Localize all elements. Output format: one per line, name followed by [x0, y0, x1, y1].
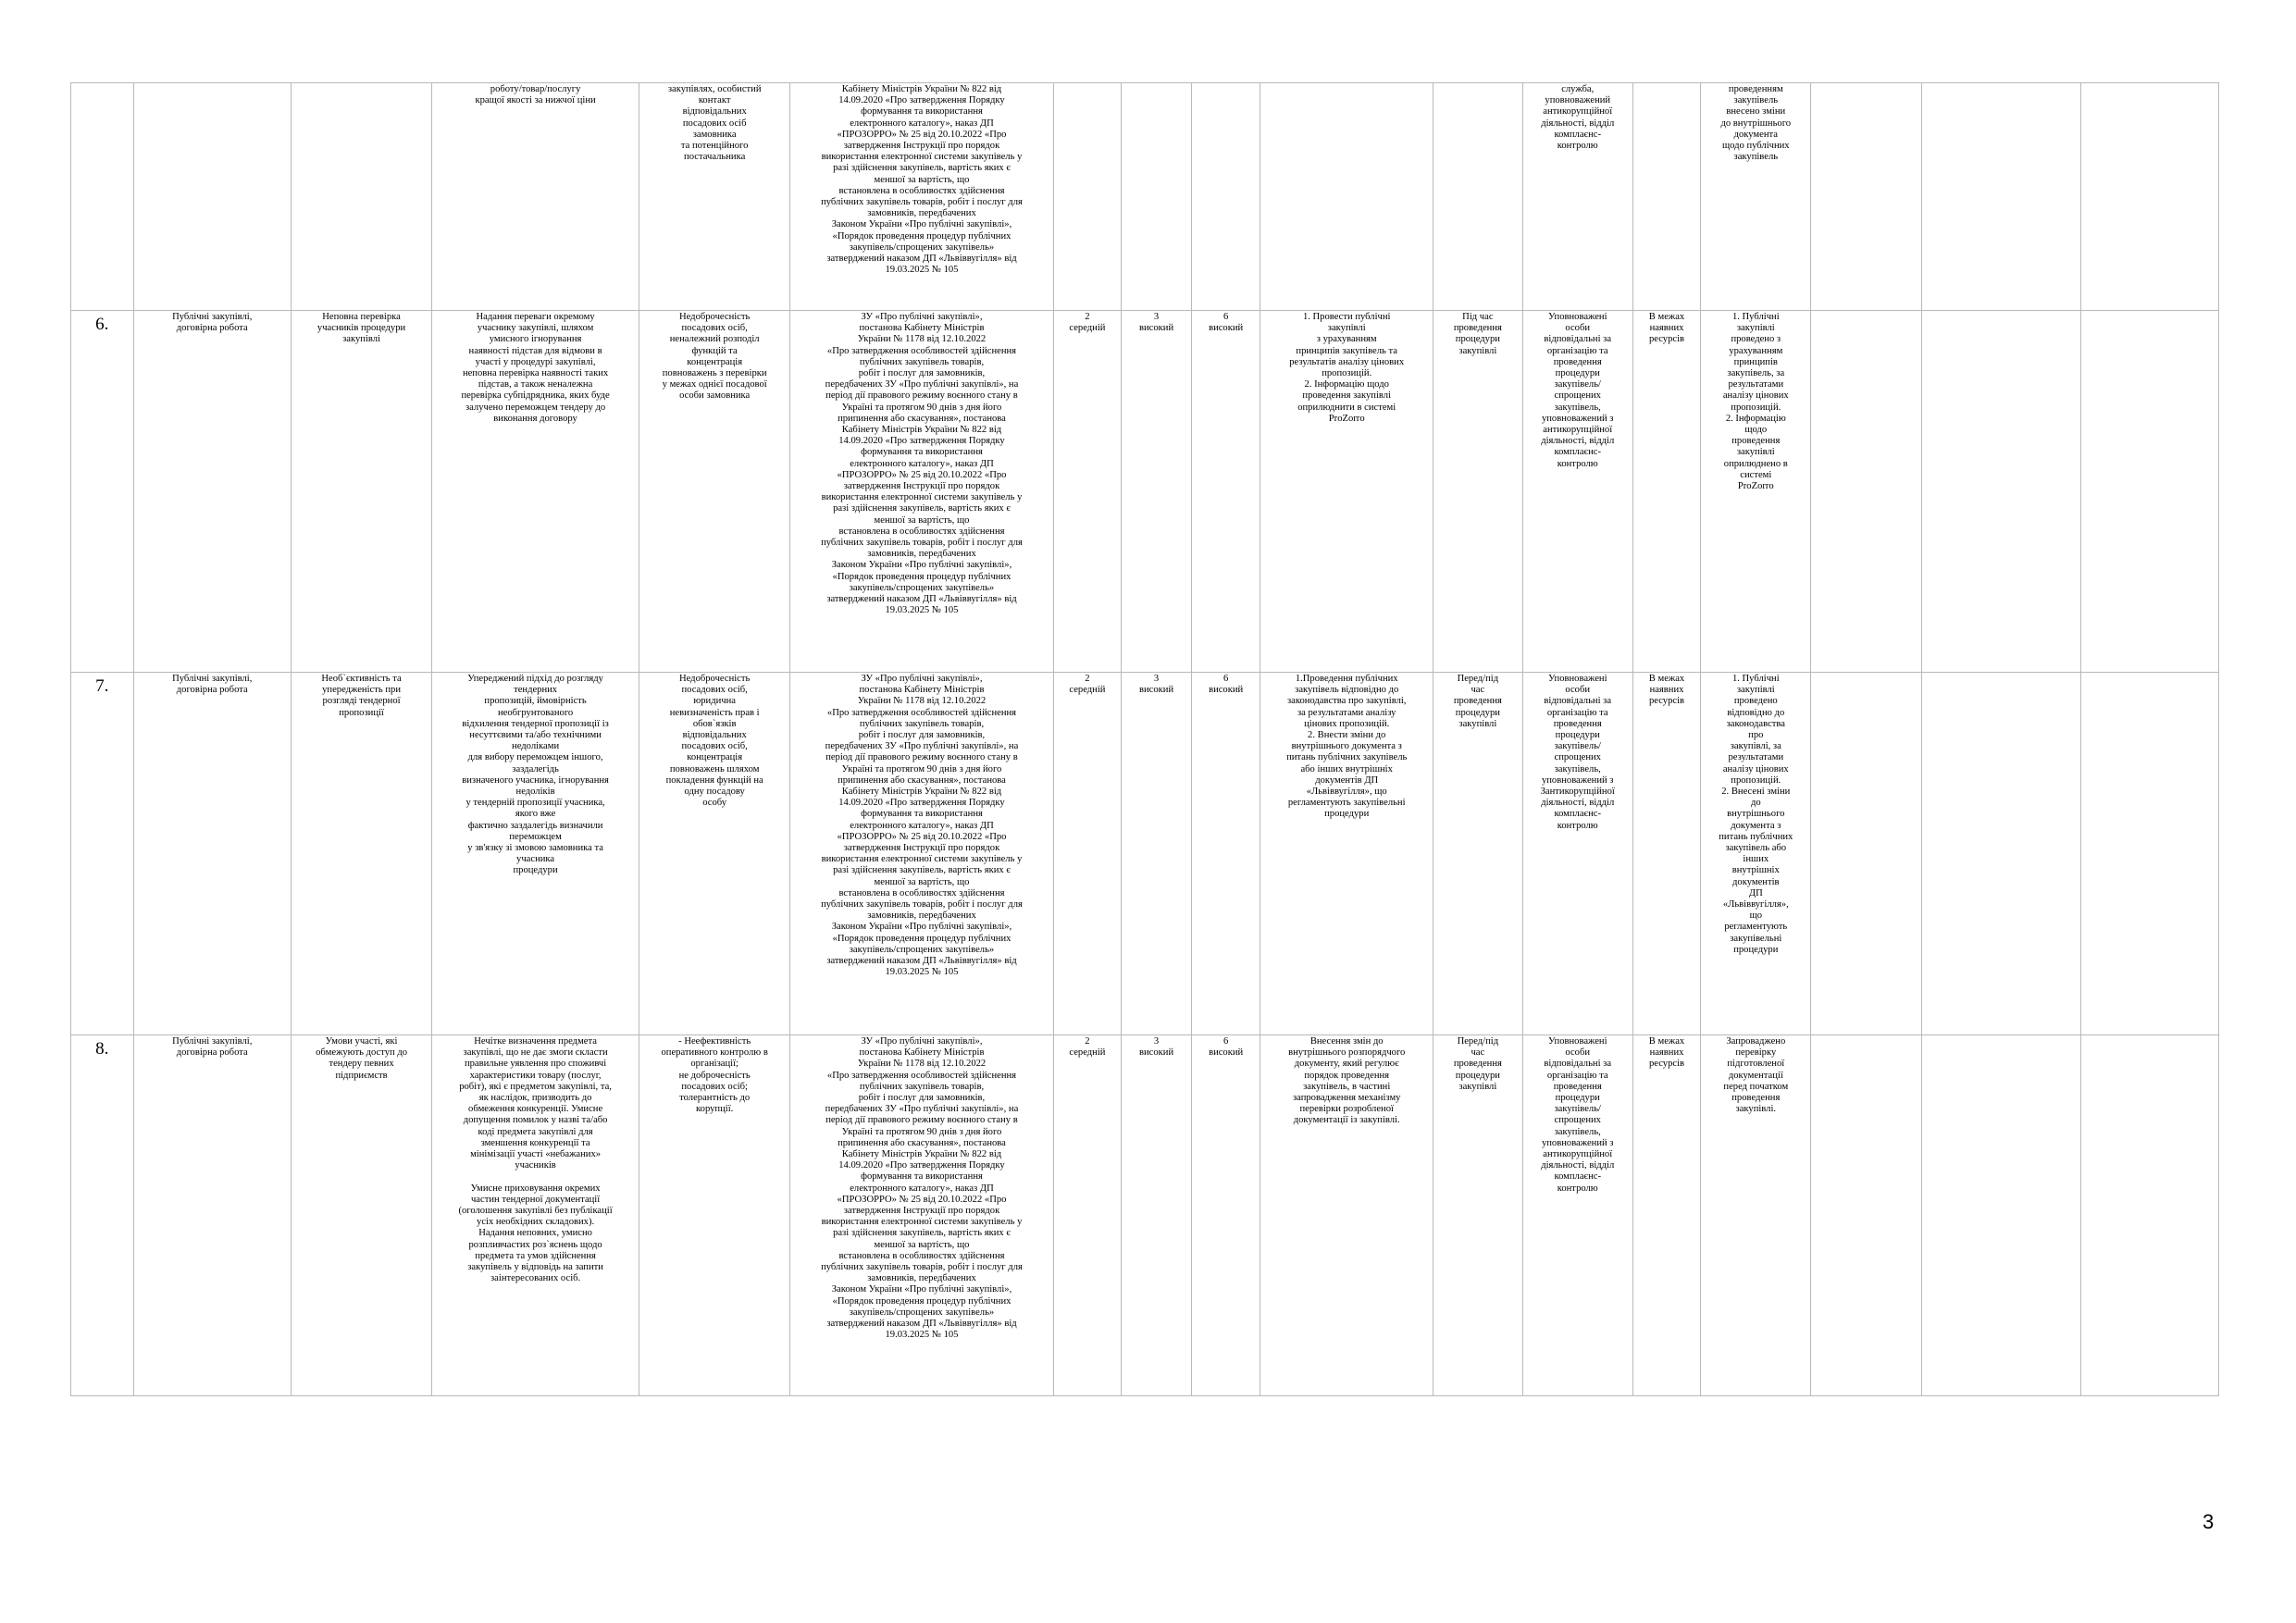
expected-result-cell: Запроваджено перевірку підготовленої документації перед початком проведення закупівлі.: [1701, 1035, 1811, 1396]
responsible-cell: Уповноважені особи відповідальні за організацію та проведення процедури закупівель/ спрощених закупівель, уповноважений з антикорупційної діяльності, відділ комплаєнс- контролю: [1522, 1035, 1632, 1396]
empty-cell: [1811, 673, 1922, 1035]
consequences-cell: 3 високий: [1122, 311, 1192, 673]
empty-cell: [2080, 83, 2218, 311]
empty-cell: [1922, 83, 2080, 311]
resources-cell: В межах наявних ресурсів: [1632, 673, 1701, 1035]
probability-cell: 2 середній: [1053, 673, 1122, 1035]
term-cell: Під час проведення процедури закупівлі: [1433, 311, 1522, 673]
table-row: [71, 673, 2219, 1035]
regulation-cell: Кабінету Міністрів України № 822 від 14.09.2020 «Про затвердження Порядку формування та використання електронного каталогу», наказ ДП «ПРОЗОРРО» № 25 від 20.10.2022 «Про затвердження Інструкції про порядок використання електронної системи закупівель у разі здійснення закупівель, вартість яких є меншої за вартість, що встановлена в особливостях здійснення публічних закупівель товарів, робіт і послуг для замовників, передбачених Законом України «Про публічні закупівлі», «Порядок проведення процедур публічних закупівель/спрощених закупівель» затверджений наказом ДП «Львіввугілля» від 19.03.2025 № 105: [790, 83, 1053, 311]
measures-cell: 1.Проведення публічних закупівель відповідно до законодавства про закупівлі, за результатами аналізу цінових пропозицій. 2. Внести зміни до внутрішнього документа з питань публічних закупівель або інших внутрішніх документів ДП «Львіввугілля», що регламентують закупівельні процедури: [1260, 673, 1433, 1035]
empty-cell: [2080, 311, 2218, 673]
row-number-cell: 8.: [71, 1035, 134, 1396]
probability-cell: [1053, 83, 1122, 311]
term-cell: Перед/під час проведення процедури закупівлі: [1433, 673, 1522, 1035]
probability-cell: 2 середній: [1053, 311, 1122, 673]
regulation-cell: ЗУ «Про публічні закупівлі», постанова Кабінету Міністрів України № 1178 від 12.10.2022 «Про затвердження особливостей здійснення публічних закупівель товарів, робіт і послуг для замовників, передбачених ЗУ «Про публічні закупівлі», на період дії правового режиму воєнного стану в Україні та протягом 90 днів з дня його припинення або скасування», постанова Кабінету Міністрів України № 822 від 14.09.2020 «Про затвердження Порядку формування та використання електронного каталогу», наказ ДП «ПРОЗОРРО» № 25 від 20.10.2022 «Про затвердження Інструкції про порядок використання електронної системи закупівель у разі здійснення закупівель, вартість яких є меншої за вартість, що встановлена в особливостях здійснення публічних закупівель товарів, робіт і послуг для замовників, передбачених Законом України «Про публічні закупівлі», «Порядок проведення процедур публічних закупівель/спрощених закупівель» затверджений наказом ДП «Львіввугілля» від 19.03.2025 № 105: [790, 311, 1053, 673]
table-row: [71, 83, 2219, 311]
term-cell: [1433, 83, 1522, 311]
resources-cell: [1632, 83, 1701, 311]
risk-factors-cell: закупівлях, особистий контакт відповідальних посадових осіб замовника та потенційного постачальника: [639, 83, 790, 311]
resources-cell: В межах наявних ресурсів: [1632, 311, 1701, 673]
row-number-cell: 7.: [71, 673, 134, 1035]
risk-cell: [291, 83, 431, 311]
responsible-cell: Уповноважені особи відповідальні за організацію та проведення процедури закупівель/ спрощених закупівель, уповноважений з антикорупційної діяльності, відділ комплаєнс- контролю: [1522, 311, 1632, 673]
regulation-cell: ЗУ «Про публічні закупівлі», постанова Кабінету Міністрів України № 1178 від 12.10.2022 «Про затвердження особливостей здійснення публічних закупівель товарів, робіт і послуг для замовників, передбачених ЗУ «Про публічні закупівлі», на період дії правового режиму воєнного стану в Україні та протягом 90 днів з дня його припинення або скасування», постанова Кабінету Міністрів України № 822 від 14.09.2020 «Про затвердження Порядку формування та використання електронного каталогу», наказ ДП «ПРОЗОРРО» № 25 від 20.10.2022 «Про затвердження Інструкції про порядок використання електронної системи закупівель у разі здійснення закупівель, вартість яких є меншої за вартість, що встановлена в особливостях здійснення публічних закупівель товарів, робіт і послуг для замовників, передбачених Законом України «Про публічні закупівлі», «Порядок проведення процедур публічних закупівель/спрощених закупівель» затверджений наказом ДП «Львіввугілля» від 19.03.2025 № 105: [790, 1035, 1053, 1396]
empty-cell: [1811, 311, 1922, 673]
row-number-cell: [71, 83, 134, 311]
consequences-cell: 3 високий: [1122, 1035, 1192, 1396]
page-number: 3: [2203, 1510, 2215, 1533]
priority-cell: 6 високий: [1191, 673, 1260, 1035]
consequences-cell: 3 високий: [1122, 673, 1192, 1035]
risk-factors-cell: Недоброчесність посадових осіб, неналежний розподіл функцій та концентрація повноважень з перевірки у межах однієї посадової особи замовника: [639, 311, 790, 673]
priority-cell: [1191, 83, 1260, 311]
measures-cell: [1260, 83, 1433, 311]
risk-description-cell: роботу/товар/послугу кращої якості за нижчої ціни: [432, 83, 639, 311]
empty-cell: [1811, 83, 1922, 311]
activity-cell: Публічні закупівлі, договірна робота: [133, 1035, 291, 1396]
activity-cell: Публічні закупівлі, договірна робота: [133, 673, 291, 1035]
activity-cell: Публічні закупівлі, договірна робота: [133, 311, 291, 673]
consequences-cell: [1122, 83, 1192, 311]
expected-result-cell: 1. Публічні закупівлі проведено відповідно до законодавства про закупівлі, за результатами аналізу цінових пропозицій. 2. Внесені зміни до внутрішнього документа з питань публічних закупівель або інших внутрішніх документів ДП «Львіввугілля», що регламентують закупівельні процедури: [1701, 673, 1811, 1035]
priority-cell: 6 високий: [1191, 1035, 1260, 1396]
risk-assessment-table: [70, 82, 2219, 1396]
activity-cell: [133, 83, 291, 311]
empty-cell: [1922, 1035, 2080, 1396]
responsible-cell: Уповноважені особи відповідальні за організацію та проведення процедури закупівель/ спрощених закупівель, уповноважений з Зантикорупційної діяльності, відділ комплаєнс- контролю: [1522, 673, 1632, 1035]
risk-description-cell: Упереджений підхід до розгляду тендерних пропозицій, ймовірність необгрунтованого відхилення тендерної пропозиції із несуттєвими та/або технічними недоліками для вибору переможцем іншого, заздалегідь визначеного учасника, ігнорування недоліків у тендерній пропозиції учасника, якого вже фактично заздалегідь визначили переможцем у зв'язку зі змовою замовника та учасника процедури: [432, 673, 639, 1035]
measures-cell: 1. Провести публічні закупівлі з урахуванням принципів закупівель та результатів аналізу цінових пропозицій. 2. Інформацію щодо проведення закупівлі оприлюднити в системі ProZorro: [1260, 311, 1433, 673]
risk-factors-cell: Недоброчесність посадових осіб, юридична невизначеність прав і обов`язків відповідальних посадових осіб, концентрація повноважень шляхом покладення функцій на одну посадову особу: [639, 673, 790, 1035]
risk-description-cell: Надання переваги окремому учаснику закупівлі, шляхом умисного ігнорування наявності підстав для відмови в участі у процедурі закупівлі, неповна перевірка наявності таких підстав, а також неналежна перевірка субпідрядника, яких буде залучено переможцем тендеру до виконання договору: [432, 311, 639, 673]
measures-cell: Внесення змін до внутрішнього розпорядчого документу, який регулює порядок проведення закупівель, в частині запровадження механізму перевірки розробленої документації із закупівлі.: [1260, 1035, 1433, 1396]
risk-factors-cell: - Неефективність оперативного контролю в організації; не доброчесність посадових осіб; толерантність до корупції.: [639, 1035, 790, 1396]
responsible-cell: служба, уповноважений антикорупційної діяльності, відділ комплаєнс- контролю: [1522, 83, 1632, 311]
risk-cell: Умови участі, які обмежують доступ до тендеру певних підприємств: [291, 1035, 431, 1396]
risk-cell: Необ`єктивність та упередженість при розгляді тендерної пропозиції: [291, 673, 431, 1035]
priority-cell: 6 високий: [1191, 311, 1260, 673]
risk-cell: Неповна перевірка учасників процедури закупівлі: [291, 311, 431, 673]
regulation-cell: ЗУ «Про публічні закупівлі», постанова Кабінету Міністрів України № 1178 від 12.10.2022 «Про затвердження особливостей здійснення публічних закупівель товарів, робіт і послуг для замовників, передбачених ЗУ «Про публічні закупівлі», на період дії правового режиму воєнного стану в Україні та протягом 90 днів з дня його припинення або скасування», постанова Кабінету Міністрів України № 822 від 14.09.2020 «Про затвердження Порядку формування та використання електронного каталогу», наказ ДП «ПРОЗОРРО» № 25 від 20.10.2022 «Про затвердження Інструкції про порядок використання електронної системи закупівель у разі здійснення закупівель, вартість яких є меншої за вартість, що встановлена в особливостях здійснення публічних закупівель товарів, робіт і послуг для замовників, передбачених Законом України «Про публічні закупівлі», «Порядок проведення процедур публічних закупівель/спрощених закупівель» затверджений наказом ДП «Львіввугілля» від 19.03.2025 № 105: [790, 673, 1053, 1035]
row-number-cell: 6.: [71, 311, 134, 673]
risk-description-cell: Нечітке визначення предмета закупівлі, що не дає змоги скласти правильне уявлення про споживчі характеристики товару (послуг, робіт), які є предметом закупівлі, та, як наслідок, призводить до обмеження конкуренції. Умисне допущення помилок у назві та/або коді предмета закупівлі для зменшення конкуренції та мінімізації участі «небажаних» учасників Умисне приховування окремих частин тендерної документації (оголошення закупівлі без публікації усіх необхідних складових). Надання неповних, умисно розпливчастих роз`яснень щодо предмета та умов здійснення закупівель у відповідь на запити заінтересованих осіб.: [432, 1035, 639, 1396]
empty-cell: [2080, 1035, 2218, 1396]
table-row: [71, 1035, 2219, 1396]
probability-cell: 2 середній: [1053, 1035, 1122, 1396]
empty-cell: [2080, 673, 2218, 1035]
empty-cell: [1922, 311, 2080, 673]
expected-result-cell: проведенням закупівель внесено зміни до внутрішнього документа щодо публічних закупівель: [1701, 83, 1811, 311]
expected-result-cell: 1. Публічні закупівлі проведено з урахуванням принципів закупівель, за результатами аналізу цінових пропозицій. 2. Інформацію щодо проведення закупівлі оприлюднено в системі ProZorro: [1701, 311, 1811, 673]
term-cell: Перед/під час проведення процедури закупівлі: [1433, 1035, 1522, 1396]
table-row: [71, 311, 2219, 673]
resources-cell: В межах наявних ресурсів: [1632, 1035, 1701, 1396]
empty-cell: [1922, 673, 2080, 1035]
empty-cell: [1811, 1035, 1922, 1396]
